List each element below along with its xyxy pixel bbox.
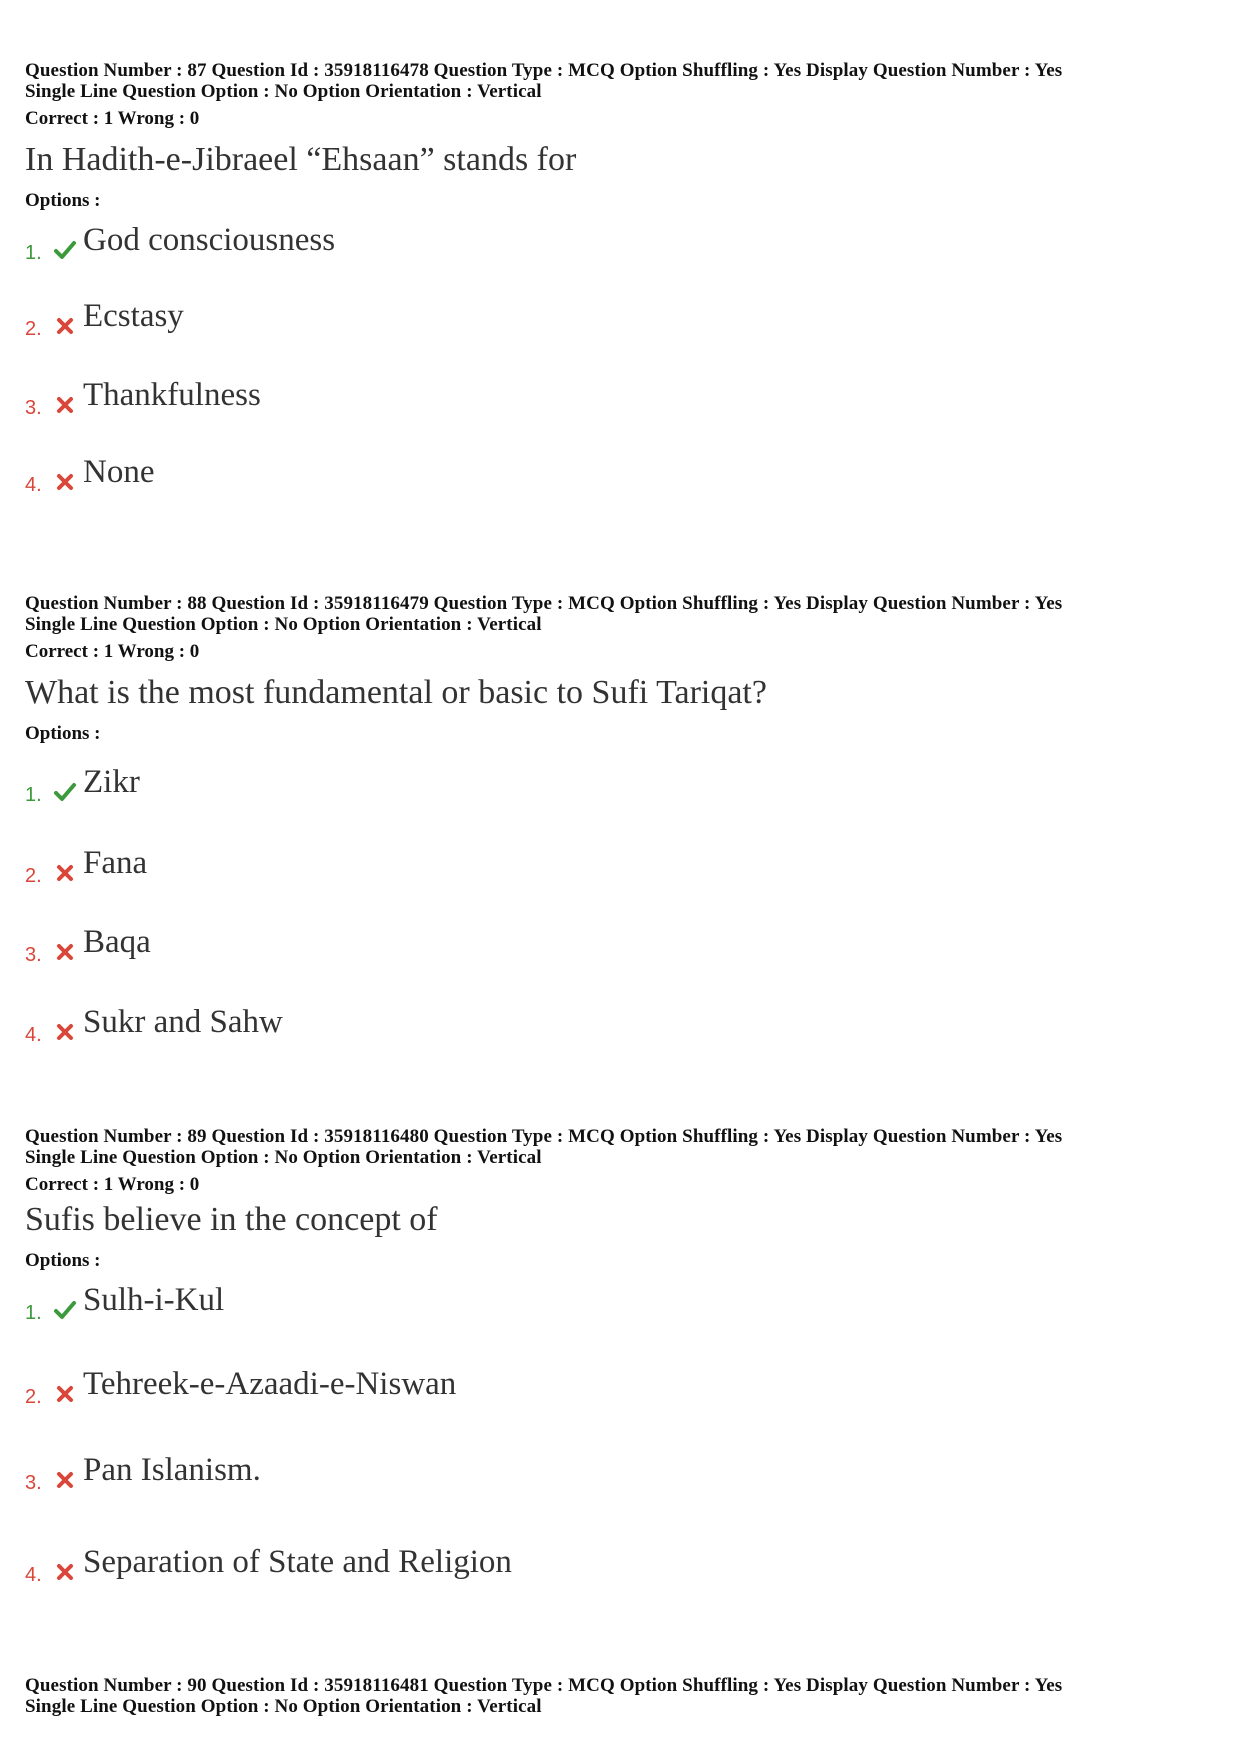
option-number: 2. (25, 865, 42, 887)
marking-scheme: Correct : 1 Wrong : 0 (25, 641, 200, 662)
option-number: 1. (25, 242, 42, 264)
option-number: 3. (25, 944, 42, 966)
option-number: 1. (25, 1302, 42, 1324)
option-text: Zikr (83, 764, 140, 800)
question-text: Sufis believe in the concept of (25, 1201, 438, 1238)
option-number: 4. (25, 1564, 42, 1586)
question-meta-line-1: Question Number : 89 Question Id : 35918116480 Question Type : MCQ Option Shuffling : Yes Display Question Number : Yes (25, 1126, 1063, 1147)
option-number: 1. (25, 784, 42, 806)
question-block-87 (25, 60, 1220, 212)
question-text: What is the most fundamental or basic to Sufi Tariqat? (25, 674, 767, 711)
option-text: None (83, 454, 155, 490)
option-text: Sukr and Sahw (83, 1004, 283, 1040)
options-label: Options : (25, 190, 101, 211)
question-meta-line-2: Single Line Question Option : No Option Orientation : Vertical (25, 81, 542, 102)
question-block-89 (25, 1126, 1220, 1272)
cross-icon (53, 940, 77, 964)
marking-scheme: Correct : 1 Wrong : 0 (25, 108, 200, 129)
option-text: Pan Islanism. (83, 1452, 261, 1488)
question-block-90 (25, 1675, 1220, 1717)
question-meta-line-1: Question Number : 88 Question Id : 35918116479 Question Type : MCQ Option Shuffling : Yes Display Question Number : Yes (25, 593, 1063, 614)
question-meta-line-1: Question Number : 87 Question Id : 35918116478 Question Type : MCQ Option Shuffling : Yes Display Question Number : Yes (25, 60, 1063, 81)
options-label: Options : (25, 1250, 101, 1271)
option-text: Baqa (83, 924, 151, 960)
cross-icon (53, 1560, 77, 1584)
option-text: Tehreek-e-Azaadi-e-Niswan (83, 1366, 457, 1402)
question-block-88 (25, 593, 1220, 745)
check-icon (53, 780, 77, 804)
option-text: Ecstasy (83, 298, 184, 334)
option-text: God consciousness (83, 222, 336, 258)
question-meta-line-2: Single Line Question Option : No Option Orientation : Vertical (25, 1696, 542, 1717)
option-text: Sulh-i-Kul (83, 1282, 225, 1318)
option-number: 2. (25, 318, 42, 340)
option-text: Fana (83, 845, 148, 881)
cross-icon (53, 314, 77, 338)
cross-icon (53, 1382, 77, 1406)
marking-scheme: Correct : 1 Wrong : 0 (25, 1174, 200, 1195)
check-icon (53, 1298, 77, 1322)
cross-icon (53, 470, 77, 494)
option-text: Thankfulness (83, 377, 261, 413)
check-icon (53, 238, 77, 262)
option-number: 3. (25, 397, 42, 419)
option-text: Separation of State and Religion (83, 1544, 512, 1580)
question-meta-line-2: Single Line Question Option : No Option Orientation : Vertical (25, 614, 542, 635)
option-number: 3. (25, 1472, 42, 1494)
cross-icon (53, 393, 77, 417)
options-label: Options : (25, 723, 101, 744)
question-meta-line-2: Single Line Question Option : No Option Orientation : Vertical (25, 1147, 542, 1168)
question-text: In Hadith-e-Jibraeel “Ehsaan” stands for (25, 141, 577, 178)
option-number: 2. (25, 1386, 42, 1408)
cross-icon (53, 1020, 77, 1044)
option-number: 4. (25, 474, 42, 496)
cross-icon (53, 861, 77, 885)
option-number: 4. (25, 1024, 42, 1046)
question-meta-line-1: Question Number : 90 Question Id : 35918116481 Question Type : MCQ Option Shuffling : Yes Display Question Number : Yes (25, 1675, 1063, 1696)
cross-icon (53, 1468, 77, 1492)
